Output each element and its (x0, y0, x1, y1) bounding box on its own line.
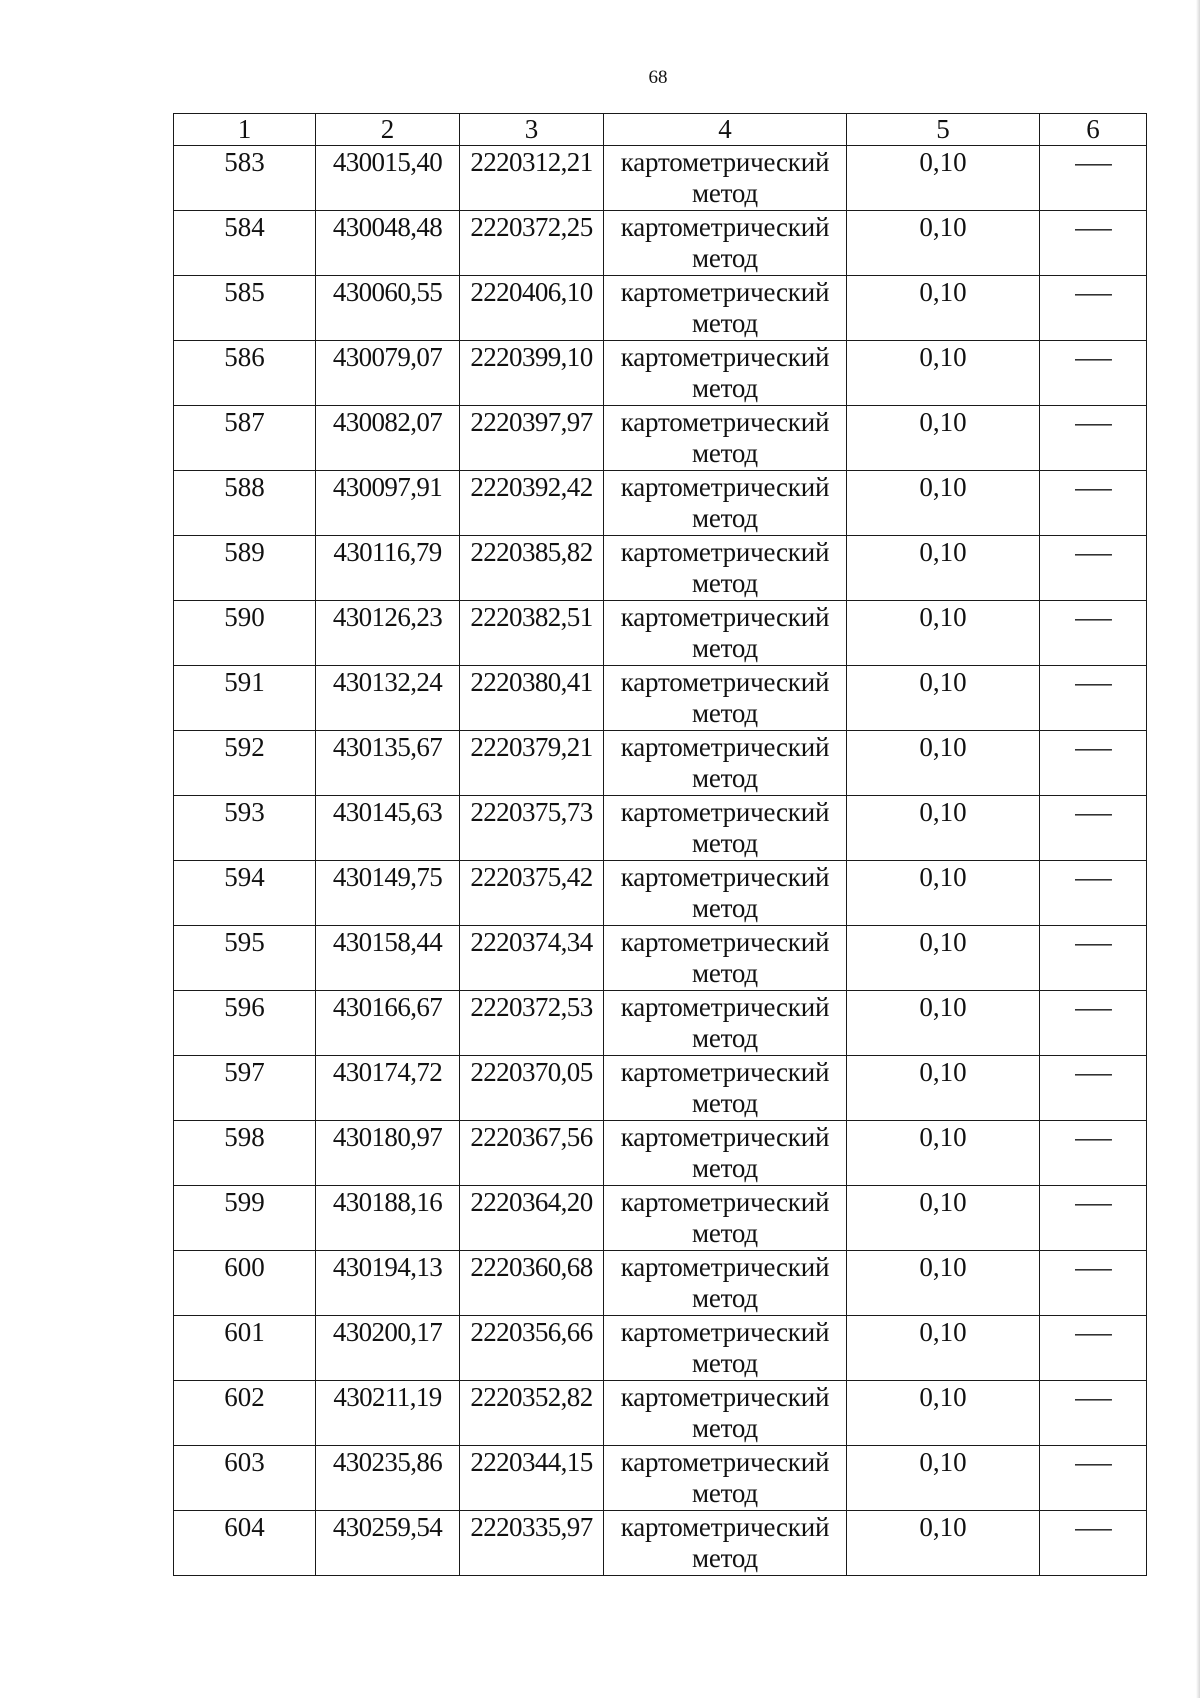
table-row (174, 1121, 1147, 1186)
x-coordinate-cell: 430132,24 (316, 666, 460, 731)
coordinates-table (173, 113, 1147, 1576)
y-coordinate-cell: 2220375,42 (460, 861, 604, 926)
x-coordinate-cell: 430180,97 (316, 1121, 460, 1186)
method-line: метод (692, 1088, 758, 1118)
accuracy-cell: 0,10 (847, 276, 1040, 341)
point-number-cell: 598 (174, 1121, 316, 1186)
method-cell (604, 1316, 847, 1381)
point-number-cell: 595 (174, 926, 316, 991)
method-line: картометрический (620, 927, 830, 957)
point-number-cell: 588 (174, 471, 316, 536)
method-cell (604, 471, 847, 536)
note-dash: — (1074, 277, 1112, 307)
y-coordinate-cell: 2220356,66 (460, 1316, 604, 1381)
y-coordinate-cell: 2220370,05 (460, 1056, 604, 1121)
table-row (174, 601, 1147, 666)
y-coordinate-cell: 2220375,73 (460, 796, 604, 861)
note-cell (1040, 1056, 1147, 1121)
point-number-cell: 596 (174, 991, 316, 1056)
note-cell (1040, 861, 1147, 926)
x-coordinate-cell: 430259,54 (316, 1511, 460, 1576)
method-cell (604, 1446, 847, 1511)
table-row (174, 146, 1147, 211)
x-coordinate-cell: 430211,19 (316, 1381, 460, 1446)
y-coordinate-cell: 2220344,15 (460, 1446, 604, 1511)
y-coordinate-cell: 2220382,51 (460, 601, 604, 666)
method-line: метод (692, 633, 758, 663)
note-dash: — (1074, 862, 1112, 892)
note-cell (1040, 211, 1147, 276)
header-col-6: 6 (1040, 114, 1147, 146)
header-col-3: 3 (460, 114, 604, 146)
note-dash: — (1074, 407, 1112, 437)
accuracy-cell: 0,10 (847, 1446, 1040, 1511)
note-dash: — (1074, 147, 1112, 177)
y-coordinate-cell: 2220406,10 (460, 276, 604, 341)
method-line: метод (692, 1023, 758, 1053)
y-coordinate-cell: 2220372,25 (460, 211, 604, 276)
note-cell (1040, 276, 1147, 341)
note-dash: — (1074, 732, 1112, 762)
table-row (174, 926, 1147, 991)
point-number-cell: 604 (174, 1511, 316, 1576)
note-dash: — (1074, 1057, 1112, 1087)
method-line: картометрический (620, 602, 830, 632)
note-cell (1040, 1511, 1147, 1576)
method-line: метод (692, 438, 758, 468)
x-coordinate-cell: 430060,55 (316, 276, 460, 341)
x-coordinate-cell: 430126,23 (316, 601, 460, 666)
x-coordinate-cell: 430188,16 (316, 1186, 460, 1251)
method-cell (604, 211, 847, 276)
table-row (174, 406, 1147, 471)
note-cell (1040, 1186, 1147, 1251)
accuracy-cell: 0,10 (847, 146, 1040, 211)
accuracy-cell: 0,10 (847, 796, 1040, 861)
method-line: метод (692, 1153, 758, 1183)
method-cell (604, 666, 847, 731)
table-row (174, 666, 1147, 731)
table-row (174, 861, 1147, 926)
accuracy-cell: 0,10 (847, 731, 1040, 796)
method-cell (604, 406, 847, 471)
point-number-cell: 584 (174, 211, 316, 276)
table-row (174, 1381, 1147, 1446)
note-cell (1040, 991, 1147, 1056)
method-line: картометрический (620, 797, 830, 827)
accuracy-cell: 0,10 (847, 1316, 1040, 1381)
y-coordinate-cell: 2220379,21 (460, 731, 604, 796)
point-number-cell: 583 (174, 146, 316, 211)
table-row (174, 471, 1147, 536)
note-dash: — (1074, 1187, 1112, 1217)
note-dash: — (1074, 1512, 1112, 1542)
note-dash: — (1074, 537, 1112, 567)
method-cell (604, 861, 847, 926)
note-cell (1040, 341, 1147, 406)
method-cell (604, 276, 847, 341)
method-line: метод (692, 763, 758, 793)
table-row (174, 1186, 1147, 1251)
note-dash: — (1074, 992, 1112, 1022)
point-number-cell: 600 (174, 1251, 316, 1316)
accuracy-cell: 0,10 (847, 666, 1040, 731)
y-coordinate-cell: 2220335,97 (460, 1511, 604, 1576)
table-row (174, 1316, 1147, 1381)
note-dash: — (1074, 797, 1112, 827)
page-number: 68 (648, 67, 668, 88)
accuracy-cell: 0,10 (847, 471, 1040, 536)
method-line: картометрический (620, 212, 830, 242)
x-coordinate-cell: 430174,72 (316, 1056, 460, 1121)
method-line: картометрический (620, 1122, 830, 1152)
x-coordinate-cell: 430149,75 (316, 861, 460, 926)
accuracy-cell: 0,10 (847, 211, 1040, 276)
x-coordinate-cell: 430015,40 (316, 146, 460, 211)
accuracy-cell: 0,10 (847, 406, 1040, 471)
x-coordinate-cell: 430048,48 (316, 211, 460, 276)
point-number-cell: 601 (174, 1316, 316, 1381)
method-line: метод (692, 958, 758, 988)
y-coordinate-cell: 2220374,34 (460, 926, 604, 991)
point-number-cell: 594 (174, 861, 316, 926)
table-row (174, 991, 1147, 1056)
method-cell (604, 926, 847, 991)
x-coordinate-cell: 430235,86 (316, 1446, 460, 1511)
y-coordinate-cell: 2220367,56 (460, 1121, 604, 1186)
method-line: метод (692, 1218, 758, 1248)
y-coordinate-cell: 2220399,10 (460, 341, 604, 406)
x-coordinate-cell: 430194,13 (316, 1251, 460, 1316)
table-header (174, 114, 1147, 146)
note-cell (1040, 1121, 1147, 1186)
note-cell (1040, 1381, 1147, 1446)
point-number-cell: 591 (174, 666, 316, 731)
method-line: картометрический (620, 667, 830, 697)
method-line: метод (692, 503, 758, 533)
y-coordinate-cell: 2220392,42 (460, 471, 604, 536)
method-line: картометрический (620, 1317, 830, 1347)
point-number-cell: 603 (174, 1446, 316, 1511)
note-dash: — (1074, 1447, 1112, 1477)
table-row (174, 1446, 1147, 1511)
method-cell (604, 1511, 847, 1576)
accuracy-cell: 0,10 (847, 1251, 1040, 1316)
method-line: метод (692, 243, 758, 273)
method-line: метод (692, 1348, 758, 1378)
y-coordinate-cell: 2220312,21 (460, 146, 604, 211)
table-row (174, 796, 1147, 861)
header-col-1: 1 (174, 114, 316, 146)
table-row (174, 536, 1147, 601)
method-line: картометрический (620, 277, 830, 307)
y-coordinate-cell: 2220352,82 (460, 1381, 604, 1446)
y-coordinate-cell: 2220364,20 (460, 1186, 604, 1251)
y-coordinate-cell: 2220397,97 (460, 406, 604, 471)
y-coordinate-cell: 2220385,82 (460, 536, 604, 601)
accuracy-cell: 0,10 (847, 1511, 1040, 1576)
y-coordinate-cell: 2220372,53 (460, 991, 604, 1056)
note-cell (1040, 536, 1147, 601)
method-cell (604, 341, 847, 406)
x-coordinate-cell: 430082,07 (316, 406, 460, 471)
x-coordinate-cell: 430097,91 (316, 471, 460, 536)
table-row (174, 1511, 1147, 1576)
method-line: метод (692, 828, 758, 858)
method-line: картометрический (620, 1252, 830, 1282)
note-cell (1040, 1446, 1147, 1511)
method-line: картометрический (620, 862, 830, 892)
note-cell (1040, 796, 1147, 861)
method-line: метод (692, 1283, 758, 1313)
method-line: картометрический (620, 1187, 830, 1217)
method-line: метод (692, 698, 758, 728)
method-line: картометрический (620, 732, 830, 762)
accuracy-cell: 0,10 (847, 1056, 1040, 1121)
note-dash: — (1074, 342, 1112, 372)
x-coordinate-cell: 430116,79 (316, 536, 460, 601)
accuracy-cell: 0,10 (847, 341, 1040, 406)
x-coordinate-cell: 430135,67 (316, 731, 460, 796)
method-line: метод (692, 1413, 758, 1443)
accuracy-cell: 0,10 (847, 991, 1040, 1056)
accuracy-cell: 0,10 (847, 861, 1040, 926)
point-number-cell: 585 (174, 276, 316, 341)
accuracy-cell: 0,10 (847, 926, 1040, 991)
method-line: картометрический (620, 147, 830, 177)
note-dash: — (1074, 927, 1112, 957)
accuracy-cell: 0,10 (847, 536, 1040, 601)
note-cell (1040, 731, 1147, 796)
point-number-cell: 599 (174, 1186, 316, 1251)
note-dash: — (1074, 1382, 1112, 1412)
method-line: метод (692, 568, 758, 598)
page-edge-shadow (1196, 0, 1200, 1698)
note-dash: — (1074, 1317, 1112, 1347)
note-dash: — (1074, 472, 1112, 502)
note-cell (1040, 666, 1147, 731)
method-line: метод (692, 373, 758, 403)
accuracy-cell: 0,10 (847, 601, 1040, 666)
point-number-cell: 590 (174, 601, 316, 666)
point-number-cell: 597 (174, 1056, 316, 1121)
y-coordinate-cell: 2220380,41 (460, 666, 604, 731)
table-row (174, 731, 1147, 796)
method-cell (604, 1056, 847, 1121)
table-body (174, 146, 1147, 1576)
note-cell (1040, 471, 1147, 536)
method-cell (604, 991, 847, 1056)
method-line: метод (692, 308, 758, 338)
method-cell (604, 731, 847, 796)
accuracy-cell: 0,10 (847, 1186, 1040, 1251)
method-line: метод (692, 893, 758, 923)
method-line: картометрический (620, 1057, 830, 1087)
method-line: картометрический (620, 407, 830, 437)
note-dash: — (1074, 1122, 1112, 1152)
x-coordinate-cell: 430079,07 (316, 341, 460, 406)
method-cell (604, 796, 847, 861)
method-cell (604, 146, 847, 211)
note-dash: — (1074, 1252, 1112, 1282)
header-col-4: 4 (604, 114, 847, 146)
note-dash: — (1074, 667, 1112, 697)
note-cell (1040, 406, 1147, 471)
note-cell (1040, 1251, 1147, 1316)
y-coordinate-cell: 2220360,68 (460, 1251, 604, 1316)
method-line: картометрический (620, 1382, 830, 1412)
method-cell (604, 601, 847, 666)
note-cell (1040, 146, 1147, 211)
method-line: картометрический (620, 1512, 830, 1542)
method-cell (604, 1381, 847, 1446)
note-dash: — (1074, 212, 1112, 242)
point-number-cell: 586 (174, 341, 316, 406)
table-row (174, 341, 1147, 406)
x-coordinate-cell: 430166,67 (316, 991, 460, 1056)
point-number-cell: 589 (174, 536, 316, 601)
method-line: картометрический (620, 472, 830, 502)
method-cell (604, 1251, 847, 1316)
x-coordinate-cell: 430158,44 (316, 926, 460, 991)
table-row (174, 276, 1147, 341)
header-row (174, 114, 1147, 146)
note-cell (1040, 926, 1147, 991)
method-line: метод (692, 178, 758, 208)
note-cell (1040, 601, 1147, 666)
note-cell (1040, 1316, 1147, 1381)
method-line: картометрический (620, 1447, 830, 1477)
point-number-cell: 593 (174, 796, 316, 861)
note-dash: — (1074, 602, 1112, 632)
x-coordinate-cell: 430145,63 (316, 796, 460, 861)
method-line: картометрический (620, 992, 830, 1022)
method-line: картометрический (620, 537, 830, 567)
method-line: метод (692, 1478, 758, 1508)
point-number-cell: 587 (174, 406, 316, 471)
method-cell (604, 1121, 847, 1186)
table-row (174, 1056, 1147, 1121)
method-line: картометрический (620, 342, 830, 372)
point-number-cell: 592 (174, 731, 316, 796)
table-row (174, 211, 1147, 276)
table-row (174, 1251, 1147, 1316)
header-col-2: 2 (316, 114, 460, 146)
x-coordinate-cell: 430200,17 (316, 1316, 460, 1381)
method-cell (604, 536, 847, 601)
header-col-5: 5 (847, 114, 1040, 146)
method-line: метод (692, 1543, 758, 1573)
accuracy-cell: 0,10 (847, 1381, 1040, 1446)
point-number-cell: 602 (174, 1381, 316, 1446)
method-cell (604, 1186, 847, 1251)
accuracy-cell: 0,10 (847, 1121, 1040, 1186)
